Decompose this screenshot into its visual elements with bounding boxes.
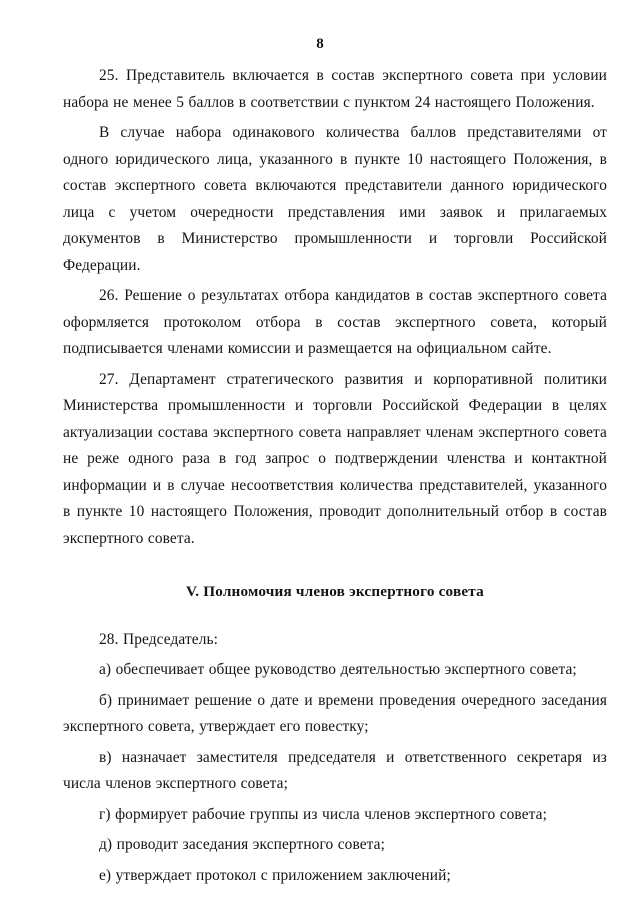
list-item-g: г) формирует рабочие группы из числа членов экспертного совета; xyxy=(99,805,547,823)
list-item-a: а) обеспечивает общее руководство деятельностью экспертного совета; xyxy=(99,661,577,678)
paragraph-25: 25. Представитель включается в состав экспертного совета при условии набора не менее 5 баллов в соответствии с пунктом 24 настоящего Положения. xyxy=(63,67,607,111)
page-number: 8 xyxy=(316,36,324,52)
document-body xyxy=(63,63,607,889)
list-item-v: в) назначает заместителя председателя и ответственного секретаря из числа членов экспертного совета; xyxy=(63,748,607,792)
paragraph-26: 26. Решение о результатах отбора кандидатов в состав экспертного совета оформляется протоколом отбора в состав экспертного совета, который подписывается членами комиссии и размещается на официальном сайте. xyxy=(63,287,607,357)
paragraph-27: 27. Департамент стратегического развития и корпоративной политики Министерства промышленности и торговли Российской Федерации в целях актуализации состава экспертного совета направляет членам экспертного совета не реже одного раза в год запрос о подтверждении членства и контактной информации и в случае несоответствия количества представителей, указанного в пункте 10 настоящего Положения, проводит дополнительный отбор в состав экспертного совета. xyxy=(63,370,607,547)
list-item-e: е) утверждает протокол с приложением заключений; xyxy=(99,866,451,884)
list-item-b: б) принимает решение о дате и времени проведения очередного заседания экспертного совета, утверждает его повестку; xyxy=(63,691,607,735)
section-heading: V. Полномочия членов экспертного совета xyxy=(186,583,484,600)
paragraph-28: 28. Председатель: xyxy=(99,630,218,648)
paragraph-25-continuation: В случае набора одинакового количества баллов представителями от одного юридического лица, указанного в пункте 10 настоящего Положения, в состав экспертного совета включаются представители данного юридического лица с учетом очередности представления ими заявок и прилагаемых документов в Министерство промышленности и торговли Российской Федерации. xyxy=(63,124,607,274)
list-item-d: д) проводит заседания экспертного совета; xyxy=(99,836,385,853)
